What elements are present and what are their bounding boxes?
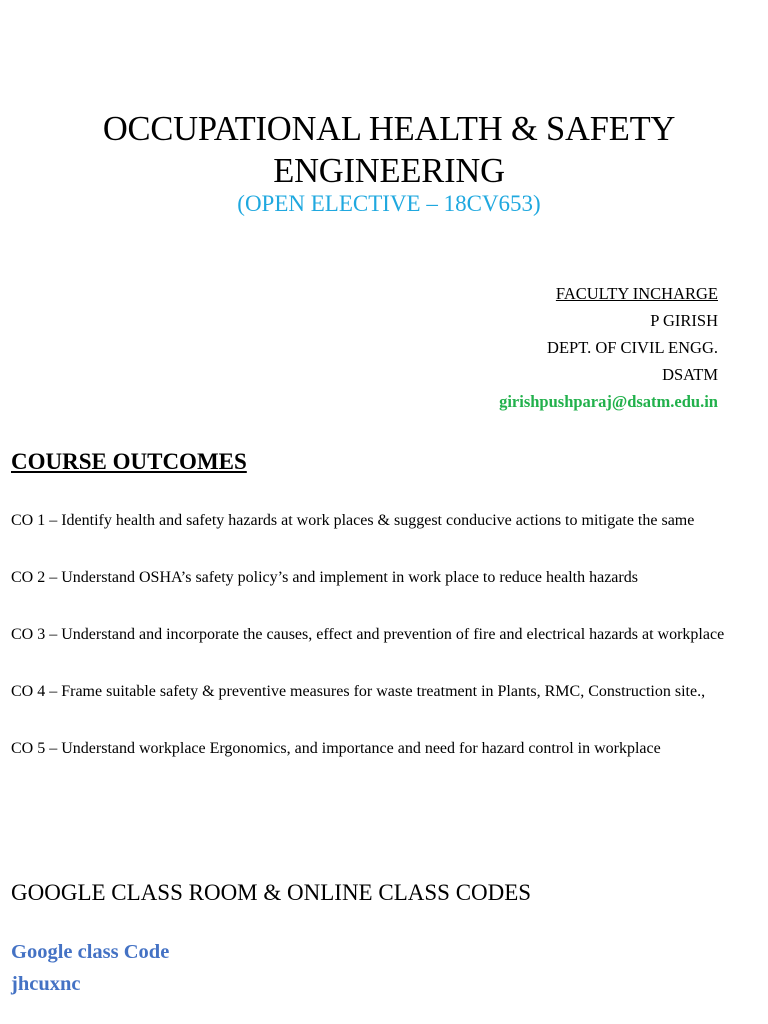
course-outcome-1: CO 1 – Identify health and safety hazards at work places & suggest conducive actions to mitigate the same xyxy=(11,512,695,529)
google-classroom-heading: GOOGLE CLASS ROOM & ONLINE CLASS CODES xyxy=(11,880,532,905)
course-outcome-5: CO 5 – Understand workplace Ergonomics, and importance and need for hazard control in workplace xyxy=(11,740,661,757)
faculty-department: DEPT. OF CIVIL ENGG. xyxy=(547,338,718,357)
faculty-heading: FACULTY INCHARGE xyxy=(555,284,718,303)
faculty-block xyxy=(499,280,718,415)
course-outcomes-list xyxy=(11,510,761,795)
faculty-email[interactable]: girishpushparaj@dsatm.edu.in xyxy=(499,392,718,411)
title-line-2: ENGINEERING xyxy=(273,152,505,190)
google-class-code-label: Google class Code xyxy=(11,941,170,963)
google-class-code-value: jhcuxnc xyxy=(11,973,81,995)
course-outcome-4: CO 4 – Frame suitable safety & preventive measures for waste treatment in Plants, RMC, Construction site., xyxy=(11,683,706,700)
title-line-1: OCCUPATIONAL HEALTH & SAFETY xyxy=(102,110,676,148)
course-subtitle: (OPEN ELECTIVE – 18CV653) xyxy=(237,191,541,216)
course-outcomes-heading: COURSE OUTCOMES xyxy=(11,449,247,474)
faculty-name: P GIRISH xyxy=(650,311,718,330)
course-outcome-2: CO 2 – Understand OSHA’s safety policy’s and implement in work place to reduce health hazards xyxy=(11,569,638,586)
document-title xyxy=(0,108,768,192)
course-outcome-3: CO 3 – Understand and incorporate the causes, effect and prevention of fire and electrical hazards at workplace xyxy=(11,626,725,643)
faculty-institution: DSATM xyxy=(662,365,718,384)
